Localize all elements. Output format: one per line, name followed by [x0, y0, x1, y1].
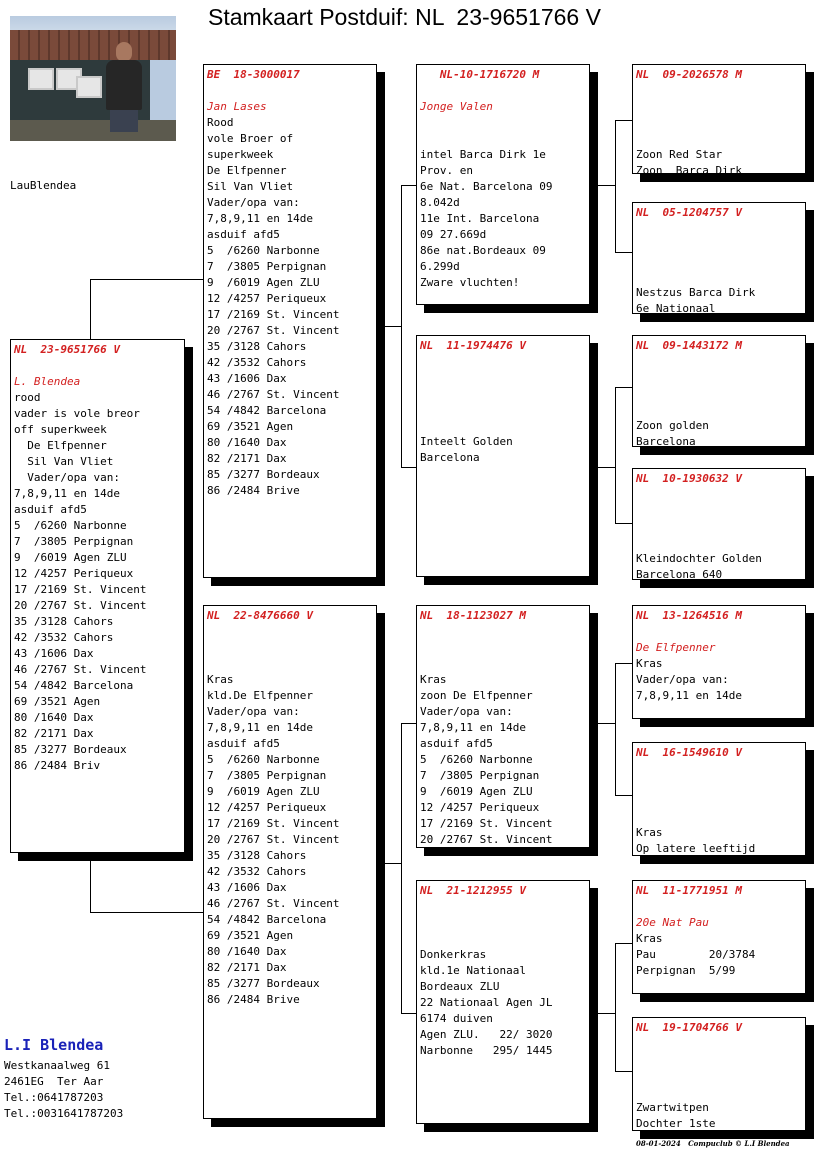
- pedigree-line: 46 /2767 St. Vincent: [207, 897, 340, 910]
- pigeon-card-mmf[interactable]: [632, 880, 806, 994]
- pedigree-line: kld.1e Nationaal: [420, 964, 526, 977]
- pigeon-name: [636, 370, 802, 386]
- breeder-address: Westkanaalweg 61: [4, 1059, 110, 1072]
- pedigree-line: Barcelona: [636, 435, 696, 447]
- ring-number: NL 10-1930632 V: [636, 472, 742, 485]
- pedigree-line: 85 /3277 Bordeaux: [207, 977, 320, 990]
- ring-number: NL 23-9651766 V: [14, 343, 120, 356]
- pigeon-name: Jonge Valen: [420, 100, 493, 113]
- ring-number: NL 11-1771951 M: [636, 884, 742, 897]
- pedigree-line: Zwartwitpen: [636, 1101, 709, 1114]
- pedigree-line: 17 /2169 St. Vincent: [14, 583, 147, 596]
- pigeon-name: [420, 640, 586, 656]
- pedigree-line: Kras: [420, 673, 447, 686]
- pedigree-line: 12 /4257 Periqueux: [207, 292, 327, 305]
- pedigree-line: Barcelona: [420, 451, 480, 464]
- pedigree-line: 20 /2767 St. Vincent: [207, 324, 340, 337]
- ring-number: NL 05-1204757 V: [636, 206, 742, 219]
- pigeon-name: [207, 640, 373, 656]
- ring-number: NL 22-8476660 V: [207, 609, 313, 622]
- pedigree-line: 7 /3805 Perpignan: [420, 769, 540, 782]
- pedigree-line: Zoon Barca Dirk: [636, 164, 742, 174]
- pedigree-line: Kras: [636, 932, 663, 945]
- ring-number: NL 16-1549610 V: [636, 746, 742, 759]
- pedigree-line: Nestzus Barca Dirk: [636, 286, 756, 299]
- pedigree-line: 69 /3521 Agen: [207, 929, 294, 942]
- pigeon-card-main[interactable]: [10, 339, 185, 853]
- pigeon-card-fm[interactable]: [416, 335, 590, 577]
- pedigree-line: 6e Nat. Barcelona 09: [420, 180, 553, 193]
- pedigree-line: 7 /3805 Perpignan: [207, 769, 327, 782]
- pedigree-line: Agen ZLU. 22/ 3020: [420, 1028, 553, 1041]
- pedigree-line: Vader/opa van:: [207, 196, 300, 209]
- owner-tag: LauBlendea: [10, 179, 77, 192]
- breeder-city: 2461EG Ter Aar: [4, 1075, 104, 1088]
- pedigree-line: 17 /2169 St. Vincent: [207, 308, 340, 321]
- pedigree-line: superkweek: [207, 148, 274, 161]
- pedigree-line: 7,8,9,11 en 14de: [636, 689, 742, 702]
- pedigree-line: 6174 duiven: [420, 1012, 493, 1025]
- pedigree-line: asduif afd5: [207, 737, 280, 750]
- pedigree-line: 12 /4257 Periqueux: [207, 801, 327, 814]
- pedigree-line: 17 /2169 St. Vincent: [207, 817, 340, 830]
- ring-number: NL 09-2026578 M: [636, 68, 742, 81]
- pedigree-line: Dochter 1ste: [636, 1117, 716, 1130]
- pigeon-name: [636, 99, 802, 115]
- pedigree-line: 85 /3277 Bordeaux: [207, 468, 320, 481]
- pigeon-name: 20e Nat Pau: [636, 916, 709, 929]
- pedigree-line: Perpignan 5/99: [636, 964, 736, 977]
- pedigree-line: asduif afd5: [14, 503, 87, 516]
- pedigree-line: 85 /3277 Bordeaux: [14, 743, 127, 756]
- pigeon-card-mff[interactable]: [632, 605, 806, 719]
- ring-number: NL 13-1264516 M: [636, 609, 742, 622]
- pedigree-line: 9 /6019 Agen ZLU: [207, 276, 320, 289]
- pedigree-line: 82 /2171 Dax: [207, 452, 287, 465]
- pigeon-card-ff[interactable]: [416, 64, 590, 305]
- pedigree-line: 9 /6019 Agen ZLU: [420, 785, 533, 798]
- pedigree-line: 17 /2169 St. Vincent: [420, 817, 553, 830]
- pedigree-line: 6e Nationaal: [636, 302, 716, 314]
- pedigree-line: Op latere leeftijd: [636, 842, 756, 855]
- ring-number: NL 18-1123027 M: [420, 609, 526, 622]
- pedigree-line: 20 /2767 St. Vincent: [420, 833, 553, 846]
- pedigree-line: Zoon golden: [636, 419, 709, 432]
- pedigree-line: off superkweek: [14, 423, 107, 436]
- pedigree-line: 7,8,9,11 en 14de: [207, 721, 313, 734]
- pigeon-card-mother[interactable]: [203, 605, 377, 1119]
- breeder-name: L.I Blendea: [4, 1036, 104, 1054]
- pedigree-line: vader is vole breor: [14, 407, 140, 420]
- pedigree-line: 42 /3532 Cahors: [14, 631, 114, 644]
- pedigree-line: 8.042d: [420, 196, 460, 209]
- pedigree-line: 80 /1640 Dax: [14, 711, 94, 724]
- breeder-tel-1: Tel.:0641787203: [4, 1091, 104, 1104]
- pedigree-line: 7 /3805 Perpignan: [207, 260, 327, 273]
- pedigree-line: 80 /1640 Dax: [207, 436, 287, 449]
- pedigree-line: 69 /3521 Agen: [14, 695, 101, 708]
- pigeon-card-fmm[interactable]: [632, 468, 806, 580]
- pedigree-line: 5 /6260 Narbonne: [14, 519, 127, 532]
- pedigree-line: intel Barca Dirk 1e: [420, 148, 546, 161]
- pigeon-name: [636, 237, 802, 253]
- pedigree-line: 35 /3128 Cahors: [207, 849, 307, 862]
- pedigree-line: 82 /2171 Dax: [14, 727, 94, 740]
- pigeon-name: [636, 777, 802, 793]
- pedigree-line: 80 /1640 Dax: [207, 945, 287, 958]
- ring-number: NL 19-1704766 V: [636, 1021, 742, 1034]
- pigeon-name: [636, 1052, 802, 1068]
- pedigree-line: 43 /1606 Dax: [207, 372, 287, 385]
- pedigree-line: Sil Van Vliet: [207, 180, 294, 193]
- pedigree-line: 42 /3532 Cahors: [207, 865, 307, 878]
- pedigree-line: 86 /2484 Brive: [207, 484, 300, 497]
- pedigree-line: 6.299d: [420, 260, 460, 273]
- pedigree-line: Narbonne 295/ 1445: [420, 1044, 553, 1057]
- pedigree-line: Zoon Red Star: [636, 148, 723, 161]
- pedigree-line: 42 /3532 Cahors: [207, 356, 307, 369]
- pedigree-line: asduif afd5: [207, 228, 280, 241]
- ring-number: NL 21-1212955 V: [420, 884, 526, 897]
- pedigree-line: Vader/opa van:: [207, 705, 300, 718]
- breeder-tel-2: Tel.:0031641787203: [4, 1107, 124, 1120]
- pedigree-line: 86e nat.Bordeaux 09: [420, 244, 546, 257]
- pedigree-line: 5 /6260 Narbonne: [207, 753, 320, 766]
- pedigree-line: zoon De Elfpenner: [420, 689, 533, 702]
- pigeon-card-fff[interactable]: [632, 64, 806, 174]
- pigeon-card-fmf[interactable]: [632, 335, 806, 447]
- pedigree-line: 11e Int. Barcelona: [420, 212, 540, 225]
- pedigree-line: Inteelt Golden: [420, 435, 513, 448]
- pedigree-line: Vader/opa van:: [636, 673, 729, 686]
- pedigree-line: Barcelona 640: [636, 568, 723, 580]
- pedigree-line: 7,8,9,11 en 14de: [207, 212, 313, 225]
- pigeon-name: L. Blendea: [14, 375, 81, 388]
- pedigree-line: 46 /2767 St. Vincent: [14, 663, 147, 676]
- pedigree-line: Sil Van Vliet: [14, 455, 114, 468]
- pedigree-line: Vader/opa van:: [420, 705, 513, 718]
- owner-photo: [10, 16, 176, 141]
- pedigree-line: Kras: [207, 673, 234, 686]
- pedigree-line: 69 /3521 Agen: [207, 420, 294, 433]
- pedigree-line: 9 /6019 Agen ZLU: [207, 785, 320, 798]
- pedigree-line: 35 /3128 Cahors: [14, 615, 114, 628]
- pedigree-line: 82 /2171 Dax: [207, 961, 287, 974]
- pigeon-name: [420, 915, 586, 931]
- ring-number: NL 11-1974476 V: [420, 339, 526, 352]
- pedigree-line: 86 /2484 Brive: [207, 993, 300, 1006]
- pedigree-line: 5 /6260 Narbonne: [420, 753, 533, 766]
- ring-number: BE 18-3000017: [207, 68, 300, 81]
- pigeon-name: [420, 370, 586, 386]
- pedigree-line: Kras: [636, 826, 663, 839]
- pigeon-card-mfm[interactable]: [632, 742, 806, 856]
- pedigree-line: 09 27.669d: [420, 228, 487, 241]
- pedigree-line: De Elfpenner: [14, 439, 107, 452]
- pedigree-line: 7,8,9,11 en 14de: [14, 487, 120, 500]
- ring-number: NL-10-1716720 M: [420, 68, 540, 81]
- pedigree-line: Kleindochter Golden: [636, 552, 762, 565]
- pedigree-line: 5 /6260 Narbonne: [207, 244, 320, 257]
- breeder-contact: [4, 1058, 123, 1122]
- pedigree-line: Bordeaux ZLU: [420, 980, 500, 993]
- pigeon-card-mmm[interactable]: [632, 1017, 806, 1131]
- pigeon-name: Jan Lases: [207, 100, 267, 113]
- pedigree-line: Zware vluchten!: [420, 276, 520, 289]
- pedigree-line: 20 /2767 St. Vincent: [207, 833, 340, 846]
- pedigree-line: 12 /4257 Periqueux: [420, 801, 540, 814]
- pedigree-line: vole Broer of: [207, 132, 294, 145]
- pedigree-line: Pau 20/3784: [636, 948, 756, 961]
- pedigree-line: Rood: [207, 116, 234, 129]
- pigeon-card-ffm[interactable]: [632, 202, 806, 314]
- page-title: Stamkaart Postduif: NL 23-9651766 V: [208, 4, 601, 30]
- pedigree-line: 54 /4842 Barcelona: [207, 913, 327, 926]
- pedigree-line: kld.De Elfpenner: [207, 689, 313, 702]
- pedigree-line: 54 /4842 Barcelona: [207, 404, 327, 417]
- pedigree-line: 7,8,9,11 en 14de: [420, 721, 526, 734]
- pigeon-name: De Elfpenner: [636, 641, 716, 654]
- pedigree-line: 54 /4842 Barcelona: [14, 679, 134, 692]
- footer-credit: 08-01-2024 Compuclub © L.I Blendea: [636, 1139, 790, 1148]
- pedigree-line: 43 /1606 Dax: [14, 647, 94, 660]
- pedigree-line: 12 /4257 Periqueux: [14, 567, 134, 580]
- pedigree-line: 20 /2767 St. Vincent: [14, 599, 147, 612]
- pedigree-line: Kras: [636, 657, 663, 670]
- pedigree-line: 9 /6019 Agen ZLU: [14, 551, 127, 564]
- pedigree-line: 43 /1606 Dax: [207, 881, 287, 894]
- pedigree-line: Prov. en: [420, 164, 473, 177]
- pedigree-line: rood: [14, 391, 41, 404]
- pigeon-card-mm[interactable]: [416, 880, 590, 1124]
- pedigree-line: asduif afd5: [420, 737, 493, 750]
- pigeon-card-father[interactable]: [203, 64, 377, 578]
- ring-number: NL 09-1443172 M: [636, 339, 742, 352]
- pedigree-line: 86 /2484 Briv: [14, 759, 101, 772]
- pedigree-line: De Elfpenner: [207, 164, 287, 177]
- pedigree-line: Donkerkras: [420, 948, 487, 961]
- pigeon-name: [636, 503, 802, 519]
- pedigree-line: 7 /3805 Perpignan: [14, 535, 134, 548]
- pigeon-card-mf[interactable]: [416, 605, 590, 848]
- pedigree-line: 46 /2767 St. Vincent: [207, 388, 340, 401]
- pedigree-line: 35 /3128 Cahors: [207, 340, 307, 353]
- pedigree-line: 22 Nationaal Agen JL: [420, 996, 553, 1009]
- pedigree-line: Vader/opa van:: [14, 471, 120, 484]
